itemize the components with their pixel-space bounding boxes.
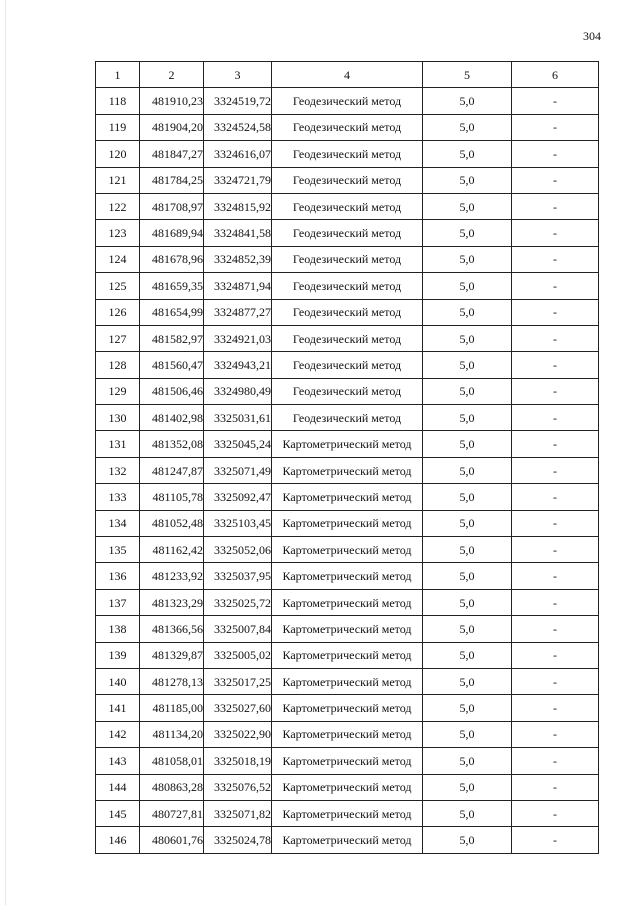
y-coordinate-cell: 3325018,19 — [204, 748, 272, 774]
note-cell: - — [512, 484, 599, 510]
method-cell: Геодезический метод — [272, 114, 423, 140]
page-edge-line — [5, 0, 6, 905]
point-number-cell: 120 — [96, 141, 140, 167]
point-number-cell: 119 — [96, 114, 140, 140]
coordinates-table — [95, 61, 599, 854]
accuracy-cell: 5,0 — [423, 695, 512, 721]
method-cell: Геодезический метод — [272, 405, 423, 431]
y-coordinate-cell: 3325076,52 — [204, 774, 272, 800]
y-coordinate-cell: 3324841,58 — [204, 220, 272, 246]
point-number-cell: 135 — [96, 537, 140, 563]
point-number-cell: 143 — [96, 748, 140, 774]
x-coordinate-cell: 480863,28 — [140, 774, 204, 800]
x-coordinate-cell: 481352,08 — [140, 431, 204, 457]
note-cell: - — [512, 616, 599, 642]
point-number-cell: 139 — [96, 642, 140, 668]
y-coordinate-cell: 3324815,92 — [204, 193, 272, 219]
y-coordinate-cell: 3325022,90 — [204, 721, 272, 747]
y-coordinate-cell: 3324852,39 — [204, 246, 272, 272]
method-cell: Картометрический метод — [272, 510, 423, 536]
point-number-cell: 127 — [96, 325, 140, 351]
y-coordinate-cell: 3325045,24 — [204, 431, 272, 457]
x-coordinate-cell: 481185,00 — [140, 695, 204, 721]
table-row — [96, 352, 599, 378]
x-coordinate-cell: 481105,78 — [140, 484, 204, 510]
point-number-cell: 118 — [96, 88, 140, 114]
x-coordinate-cell: 481678,96 — [140, 246, 204, 272]
accuracy-cell: 5,0 — [423, 748, 512, 774]
accuracy-cell: 5,0 — [423, 431, 512, 457]
accuracy-cell: 5,0 — [423, 642, 512, 668]
y-coordinate-cell: 3324921,03 — [204, 325, 272, 351]
y-coordinate-cell: 3325005,02 — [204, 642, 272, 668]
x-coordinate-cell: 480601,76 — [140, 827, 204, 853]
point-number-cell: 137 — [96, 589, 140, 615]
table-body — [96, 88, 599, 853]
header-cell-y: 3 — [204, 62, 272, 88]
accuracy-cell: 5,0 — [423, 721, 512, 747]
table-row — [96, 325, 599, 351]
x-coordinate-cell: 481052,48 — [140, 510, 204, 536]
point-number-cell: 131 — [96, 431, 140, 457]
table-row — [96, 405, 599, 431]
method-cell: Геодезический метод — [272, 273, 423, 299]
y-coordinate-cell: 3325031,61 — [204, 405, 272, 431]
point-number-cell: 141 — [96, 695, 140, 721]
note-cell: - — [512, 457, 599, 483]
x-coordinate-cell: 481659,35 — [140, 273, 204, 299]
table-row — [96, 299, 599, 325]
point-number-cell: 133 — [96, 484, 140, 510]
note-cell: - — [512, 748, 599, 774]
point-number-cell: 146 — [96, 827, 140, 853]
y-coordinate-cell: 3324943,21 — [204, 352, 272, 378]
table-row — [96, 141, 599, 167]
x-coordinate-cell: 481560,47 — [140, 352, 204, 378]
accuracy-cell: 5,0 — [423, 167, 512, 193]
point-number-cell: 129 — [96, 378, 140, 404]
note-cell: - — [512, 431, 599, 457]
method-cell: Геодезический метод — [272, 325, 423, 351]
y-coordinate-cell: 3324980,49 — [204, 378, 272, 404]
y-coordinate-cell: 3325017,25 — [204, 668, 272, 694]
page-number: 304 — [583, 29, 601, 43]
x-coordinate-cell: 481329,87 — [140, 642, 204, 668]
method-cell: Геодезический метод — [272, 167, 423, 193]
accuracy-cell: 5,0 — [423, 220, 512, 246]
x-coordinate-cell: 481582,97 — [140, 325, 204, 351]
method-cell: Картометрический метод — [272, 616, 423, 642]
table-row — [96, 510, 599, 536]
x-coordinate-cell: 481784,25 — [140, 167, 204, 193]
accuracy-cell: 5,0 — [423, 405, 512, 431]
method-cell: Картометрический метод — [272, 537, 423, 563]
accuracy-cell: 5,0 — [423, 616, 512, 642]
header-cell-x: 2 — [140, 62, 204, 88]
accuracy-cell: 5,0 — [423, 457, 512, 483]
accuracy-cell: 5,0 — [423, 537, 512, 563]
note-cell: - — [512, 378, 599, 404]
note-cell: - — [512, 352, 599, 378]
x-coordinate-cell: 481402,98 — [140, 405, 204, 431]
note-cell: - — [512, 721, 599, 747]
y-coordinate-cell: 3325071,49 — [204, 457, 272, 483]
method-cell: Картометрический метод — [272, 721, 423, 747]
method-cell: Геодезический метод — [272, 193, 423, 219]
accuracy-cell: 5,0 — [423, 774, 512, 800]
table-row — [96, 589, 599, 615]
accuracy-cell: 5,0 — [423, 88, 512, 114]
note-cell: - — [512, 193, 599, 219]
note-cell: - — [512, 246, 599, 272]
table-row — [96, 457, 599, 483]
note-cell: - — [512, 325, 599, 351]
point-number-cell: 122 — [96, 193, 140, 219]
x-coordinate-cell: 481278,13 — [140, 668, 204, 694]
accuracy-cell: 5,0 — [423, 141, 512, 167]
x-coordinate-cell: 481323,29 — [140, 589, 204, 615]
point-number-cell: 140 — [96, 668, 140, 694]
table-row — [96, 721, 599, 747]
method-cell: Геодезический метод — [272, 378, 423, 404]
point-number-cell: 136 — [96, 563, 140, 589]
note-cell: - — [512, 88, 599, 114]
accuracy-cell: 5,0 — [423, 668, 512, 694]
method-cell: Картометрический метод — [272, 563, 423, 589]
method-cell: Картометрический метод — [272, 642, 423, 668]
method-cell: Геодезический метод — [272, 299, 423, 325]
note-cell: - — [512, 827, 599, 853]
x-coordinate-cell: 481910,23 — [140, 88, 204, 114]
table-row — [96, 537, 599, 563]
table-row — [96, 114, 599, 140]
table-row — [96, 193, 599, 219]
accuracy-cell: 5,0 — [423, 378, 512, 404]
table-header-row — [96, 62, 599, 88]
method-cell: Картометрический метод — [272, 695, 423, 721]
table-row — [96, 246, 599, 272]
note-cell: - — [512, 642, 599, 668]
y-coordinate-cell: 3324721,79 — [204, 167, 272, 193]
y-coordinate-cell: 3325103,45 — [204, 510, 272, 536]
note-cell: - — [512, 273, 599, 299]
table-row — [96, 273, 599, 299]
accuracy-cell: 5,0 — [423, 484, 512, 510]
point-number-cell: 123 — [96, 220, 140, 246]
table-row — [96, 827, 599, 853]
point-number-cell: 144 — [96, 774, 140, 800]
method-cell: Картометрический метод — [272, 484, 423, 510]
method-cell: Геодезический метод — [272, 220, 423, 246]
method-cell: Картометрический метод — [272, 827, 423, 853]
note-cell: - — [512, 668, 599, 694]
note-cell: - — [512, 114, 599, 140]
method-cell: Картометрический метод — [272, 431, 423, 457]
note-cell: - — [512, 589, 599, 615]
table-row — [96, 668, 599, 694]
x-coordinate-cell: 481134,20 — [140, 721, 204, 747]
table-row — [96, 431, 599, 457]
note-cell: - — [512, 537, 599, 563]
note-cell: - — [512, 167, 599, 193]
method-cell: Картометрический метод — [272, 457, 423, 483]
point-number-cell: 124 — [96, 246, 140, 272]
table-row — [96, 378, 599, 404]
note-cell: - — [512, 800, 599, 826]
method-cell: Картометрический метод — [272, 748, 423, 774]
x-coordinate-cell: 481847,27 — [140, 141, 204, 167]
note-cell: - — [512, 299, 599, 325]
x-coordinate-cell: 481058,01 — [140, 748, 204, 774]
note-cell: - — [512, 405, 599, 431]
note-cell: - — [512, 220, 599, 246]
point-number-cell: 132 — [96, 457, 140, 483]
x-coordinate-cell: 481366,56 — [140, 616, 204, 642]
accuracy-cell: 5,0 — [423, 563, 512, 589]
accuracy-cell: 5,0 — [423, 800, 512, 826]
point-number-cell: 134 — [96, 510, 140, 536]
note-cell: - — [512, 141, 599, 167]
method-cell: Геодезический метод — [272, 246, 423, 272]
header-cell-method: 4 — [272, 62, 423, 88]
x-coordinate-cell: 480727,81 — [140, 800, 204, 826]
x-coordinate-cell: 481162,42 — [140, 537, 204, 563]
table-row — [96, 695, 599, 721]
method-cell: Геодезический метод — [272, 352, 423, 378]
accuracy-cell: 5,0 — [423, 510, 512, 536]
table-row — [96, 220, 599, 246]
point-number-cell: 138 — [96, 616, 140, 642]
table-row — [96, 167, 599, 193]
method-cell: Картометрический метод — [272, 800, 423, 826]
accuracy-cell: 5,0 — [423, 827, 512, 853]
accuracy-cell: 5,0 — [423, 246, 512, 272]
table-row — [96, 484, 599, 510]
accuracy-cell: 5,0 — [423, 352, 512, 378]
table-row — [96, 800, 599, 826]
note-cell: - — [512, 774, 599, 800]
method-cell: Картометрический метод — [272, 668, 423, 694]
method-cell: Геодезический метод — [272, 141, 423, 167]
y-coordinate-cell: 3325007,84 — [204, 616, 272, 642]
x-coordinate-cell: 481904,20 — [140, 114, 204, 140]
y-coordinate-cell: 3324519,72 — [204, 88, 272, 114]
y-coordinate-cell: 3324877,27 — [204, 299, 272, 325]
point-number-cell: 128 — [96, 352, 140, 378]
method-cell: Картометрический метод — [272, 774, 423, 800]
header-cell-note: 6 — [512, 62, 599, 88]
accuracy-cell: 5,0 — [423, 299, 512, 325]
table-row — [96, 88, 599, 114]
point-number-cell: 142 — [96, 721, 140, 747]
table-row — [96, 748, 599, 774]
header-cell-point-number: 1 — [96, 62, 140, 88]
x-coordinate-cell: 481233,92 — [140, 563, 204, 589]
y-coordinate-cell: 3324524,58 — [204, 114, 272, 140]
note-cell: - — [512, 510, 599, 536]
table-row — [96, 563, 599, 589]
x-coordinate-cell: 481506,46 — [140, 378, 204, 404]
y-coordinate-cell: 3324616,07 — [204, 141, 272, 167]
accuracy-cell: 5,0 — [423, 114, 512, 140]
table-row — [96, 642, 599, 668]
point-number-cell: 126 — [96, 299, 140, 325]
table-row — [96, 616, 599, 642]
header-cell-accuracy: 5 — [423, 62, 512, 88]
method-cell: Геодезический метод — [272, 88, 423, 114]
x-coordinate-cell: 481708,97 — [140, 193, 204, 219]
accuracy-cell: 5,0 — [423, 589, 512, 615]
accuracy-cell: 5,0 — [423, 273, 512, 299]
table-row — [96, 774, 599, 800]
method-cell: Картометрический метод — [272, 589, 423, 615]
y-coordinate-cell: 3325071,82 — [204, 800, 272, 826]
point-number-cell: 130 — [96, 405, 140, 431]
y-coordinate-cell: 3325024,78 — [204, 827, 272, 853]
y-coordinate-cell: 3325027,60 — [204, 695, 272, 721]
point-number-cell: 145 — [96, 800, 140, 826]
accuracy-cell: 5,0 — [423, 325, 512, 351]
y-coordinate-cell: 3324871,94 — [204, 273, 272, 299]
x-coordinate-cell: 481654,99 — [140, 299, 204, 325]
point-number-cell: 125 — [96, 273, 140, 299]
accuracy-cell: 5,0 — [423, 193, 512, 219]
x-coordinate-cell: 481689,94 — [140, 220, 204, 246]
note-cell: - — [512, 695, 599, 721]
y-coordinate-cell: 3325025,72 — [204, 589, 272, 615]
y-coordinate-cell: 3325052,06 — [204, 537, 272, 563]
y-coordinate-cell: 3325037,95 — [204, 563, 272, 589]
note-cell: - — [512, 563, 599, 589]
point-number-cell: 121 — [96, 167, 140, 193]
x-coordinate-cell: 481247,87 — [140, 457, 204, 483]
y-coordinate-cell: 3325092,47 — [204, 484, 272, 510]
